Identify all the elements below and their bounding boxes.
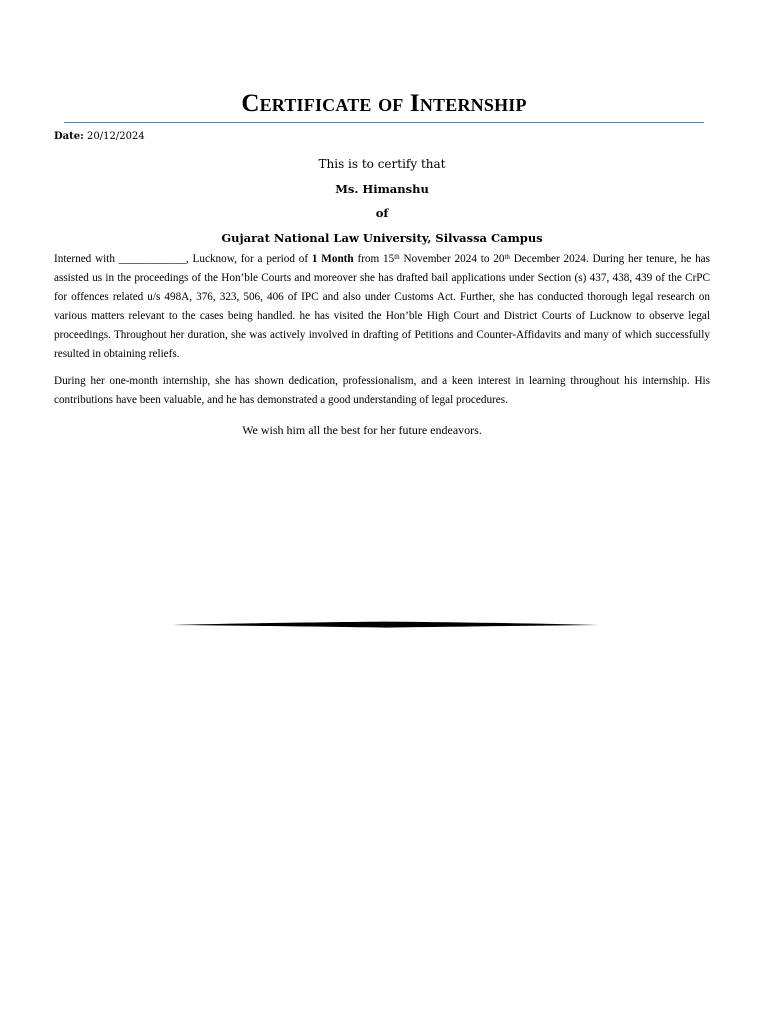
date-label: Date: (54, 131, 84, 142)
paragraph1-to-suffix: th (504, 253, 510, 261)
internship-summary-paragraph: During her one-month internship, she has shown dedication, professionalism, and a keen interest in learning throughout his internship. His contributions have been valuable, and he has demonstrated a good understanding of legal procedures. (54, 375, 710, 406)
certify-text: This is to certify that (318, 157, 446, 171)
date-value: 20/12/2024 (87, 131, 145, 142)
paragraph1-duration: 1 Month (311, 253, 354, 265)
university-name: Gujarat National Law University, Silvassa Campus (221, 231, 543, 245)
title-underline (64, 122, 704, 123)
paragraph1-mid-text: November 2024 to 20 (399, 253, 505, 265)
internship-details-paragraph (54, 250, 710, 364)
certificate-title: Certificate of Internship (241, 90, 527, 117)
of-text: of (375, 206, 389, 220)
paragraph1-intro: Interned with ____________, Lucknow, for a period of (54, 253, 312, 265)
paragraph1-from-text: from 15 (353, 253, 395, 265)
intern-name: Ms. Himanshu (335, 182, 429, 196)
paragraph1-from-suffix: th (394, 253, 400, 261)
signature-stroke-path (172, 622, 598, 628)
closing-wish: We wish him all the best for her future endeavors. (242, 423, 482, 437)
paragraph1-rest: December 2024. During her tenure, he has assisted us in the proceedings of the Hon’ble Courts and moreover she has drafted bail applications under Section (s) 437, 438, 439 of the CrPC for offences related u/s 498A, 376, 323, 506, 406 of IPC and also under Customs Act. Further, she has conducted thorough legal research on various matters relevant to the cases being handled. he has visited the Hon’ble High Court and District Courts of Lucknow to observe legal proceedings. Throughout her duration, she was actively involved in drafting of Petitions and Counter-Affidavits and many of which successfully resulted in obtaining reliefs. (54, 253, 710, 360)
date-line (54, 130, 145, 144)
signature-line (170, 618, 600, 632)
